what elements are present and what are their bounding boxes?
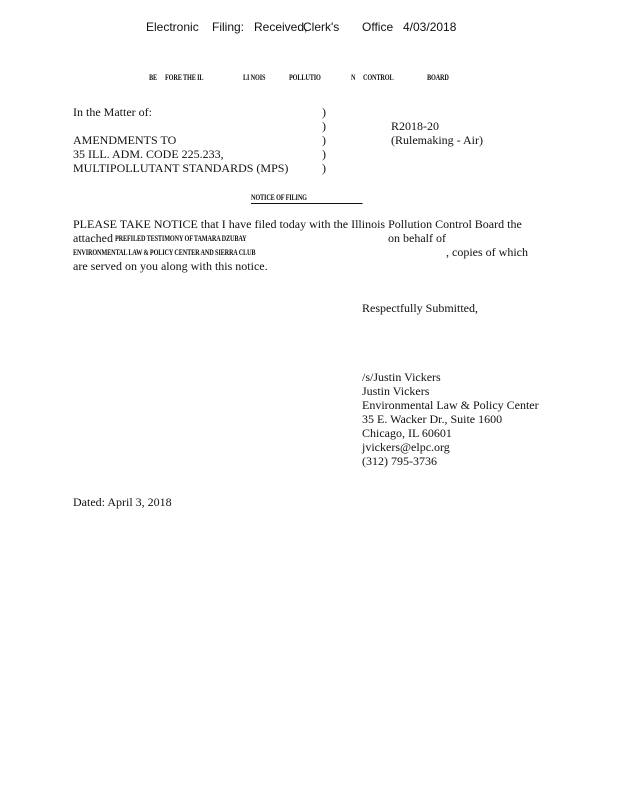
docket-type: (Rulemaking - Air): [391, 133, 483, 147]
signature-address-2: Chicago, IL 60601: [362, 426, 452, 440]
dated-line: Dated: April 3, 2018: [73, 495, 172, 509]
signature-closing: Respectfully Submitted,: [362, 301, 478, 315]
caption-matter: In the Matter of:: [73, 105, 152, 119]
notice-attached: attached: [73, 231, 113, 245]
heading-word-1b: FORE THE IL: [165, 73, 204, 82]
caption-paren: ): [322, 147, 326, 161]
signature-email: jvickers@elpc.org: [362, 440, 450, 454]
notice-title-text: NOTICE OF FILING: [251, 193, 307, 202]
notice-line-3: are served on you along with this notice.: [73, 259, 268, 273]
stamp-clerks: Clerk's: [303, 20, 340, 34]
filing-stamp: [0, 20, 618, 36]
signature-org: Environmental Law & Policy Center: [362, 398, 539, 412]
board-heading: [0, 73, 618, 85]
heading-word-1a: BE: [149, 73, 158, 82]
caption-paren: ): [322, 161, 326, 175]
notice-line-1: PLEASE TAKE NOTICE that I have filed today with the Illinois Pollution Control Board the: [73, 217, 522, 231]
stamp-received: Received,: [254, 20, 308, 34]
heading-word-3a: POLLUTIO: [289, 73, 321, 82]
caption-line-4: MULTIPOLLUTANT STANDARDS (MPS): [73, 161, 289, 175]
signature-signed: /s/Justin Vickers: [362, 370, 441, 384]
docket-number: R2018-20: [391, 119, 439, 133]
caption-paren: ): [322, 119, 326, 133]
caption-line-2: AMENDMENTS TO: [73, 133, 177, 147]
stamp-electronic: Electronic: [146, 20, 199, 34]
notice-on-behalf: on behalf of: [388, 231, 446, 245]
notice-title: [251, 193, 363, 204]
signature-phone: (312) 795-3736: [362, 454, 437, 468]
stamp-office: Office: [362, 20, 394, 34]
heading-word-2: LI NOIS: [243, 73, 266, 82]
stamp-filing: Filing:: [212, 20, 245, 34]
stamp-date: 4/03/2018: [403, 20, 457, 34]
notice-copies: , copies of which: [446, 245, 528, 259]
caption-paren: ): [322, 105, 326, 119]
heading-word-4: CONTROL: [363, 73, 394, 82]
signature-address-1: 35 E. Wacker Dr., Suite 1600: [362, 412, 503, 426]
heading-word-5: BOARD: [427, 73, 449, 82]
notice-parties: ENVIRONMENTAL LAW & POLICY CENTER AND SIERRA CLUB: [73, 248, 256, 257]
heading-word-3b: N: [351, 73, 356, 82]
caption-paren: ): [322, 133, 326, 147]
notice-document-title: PREFILED TESTIMONY OF TAMARA DZUBAY: [115, 234, 247, 243]
signature-name: Justin Vickers: [362, 384, 430, 398]
caption-line-3: 35 ILL. ADM. CODE 225.233,: [73, 147, 224, 161]
